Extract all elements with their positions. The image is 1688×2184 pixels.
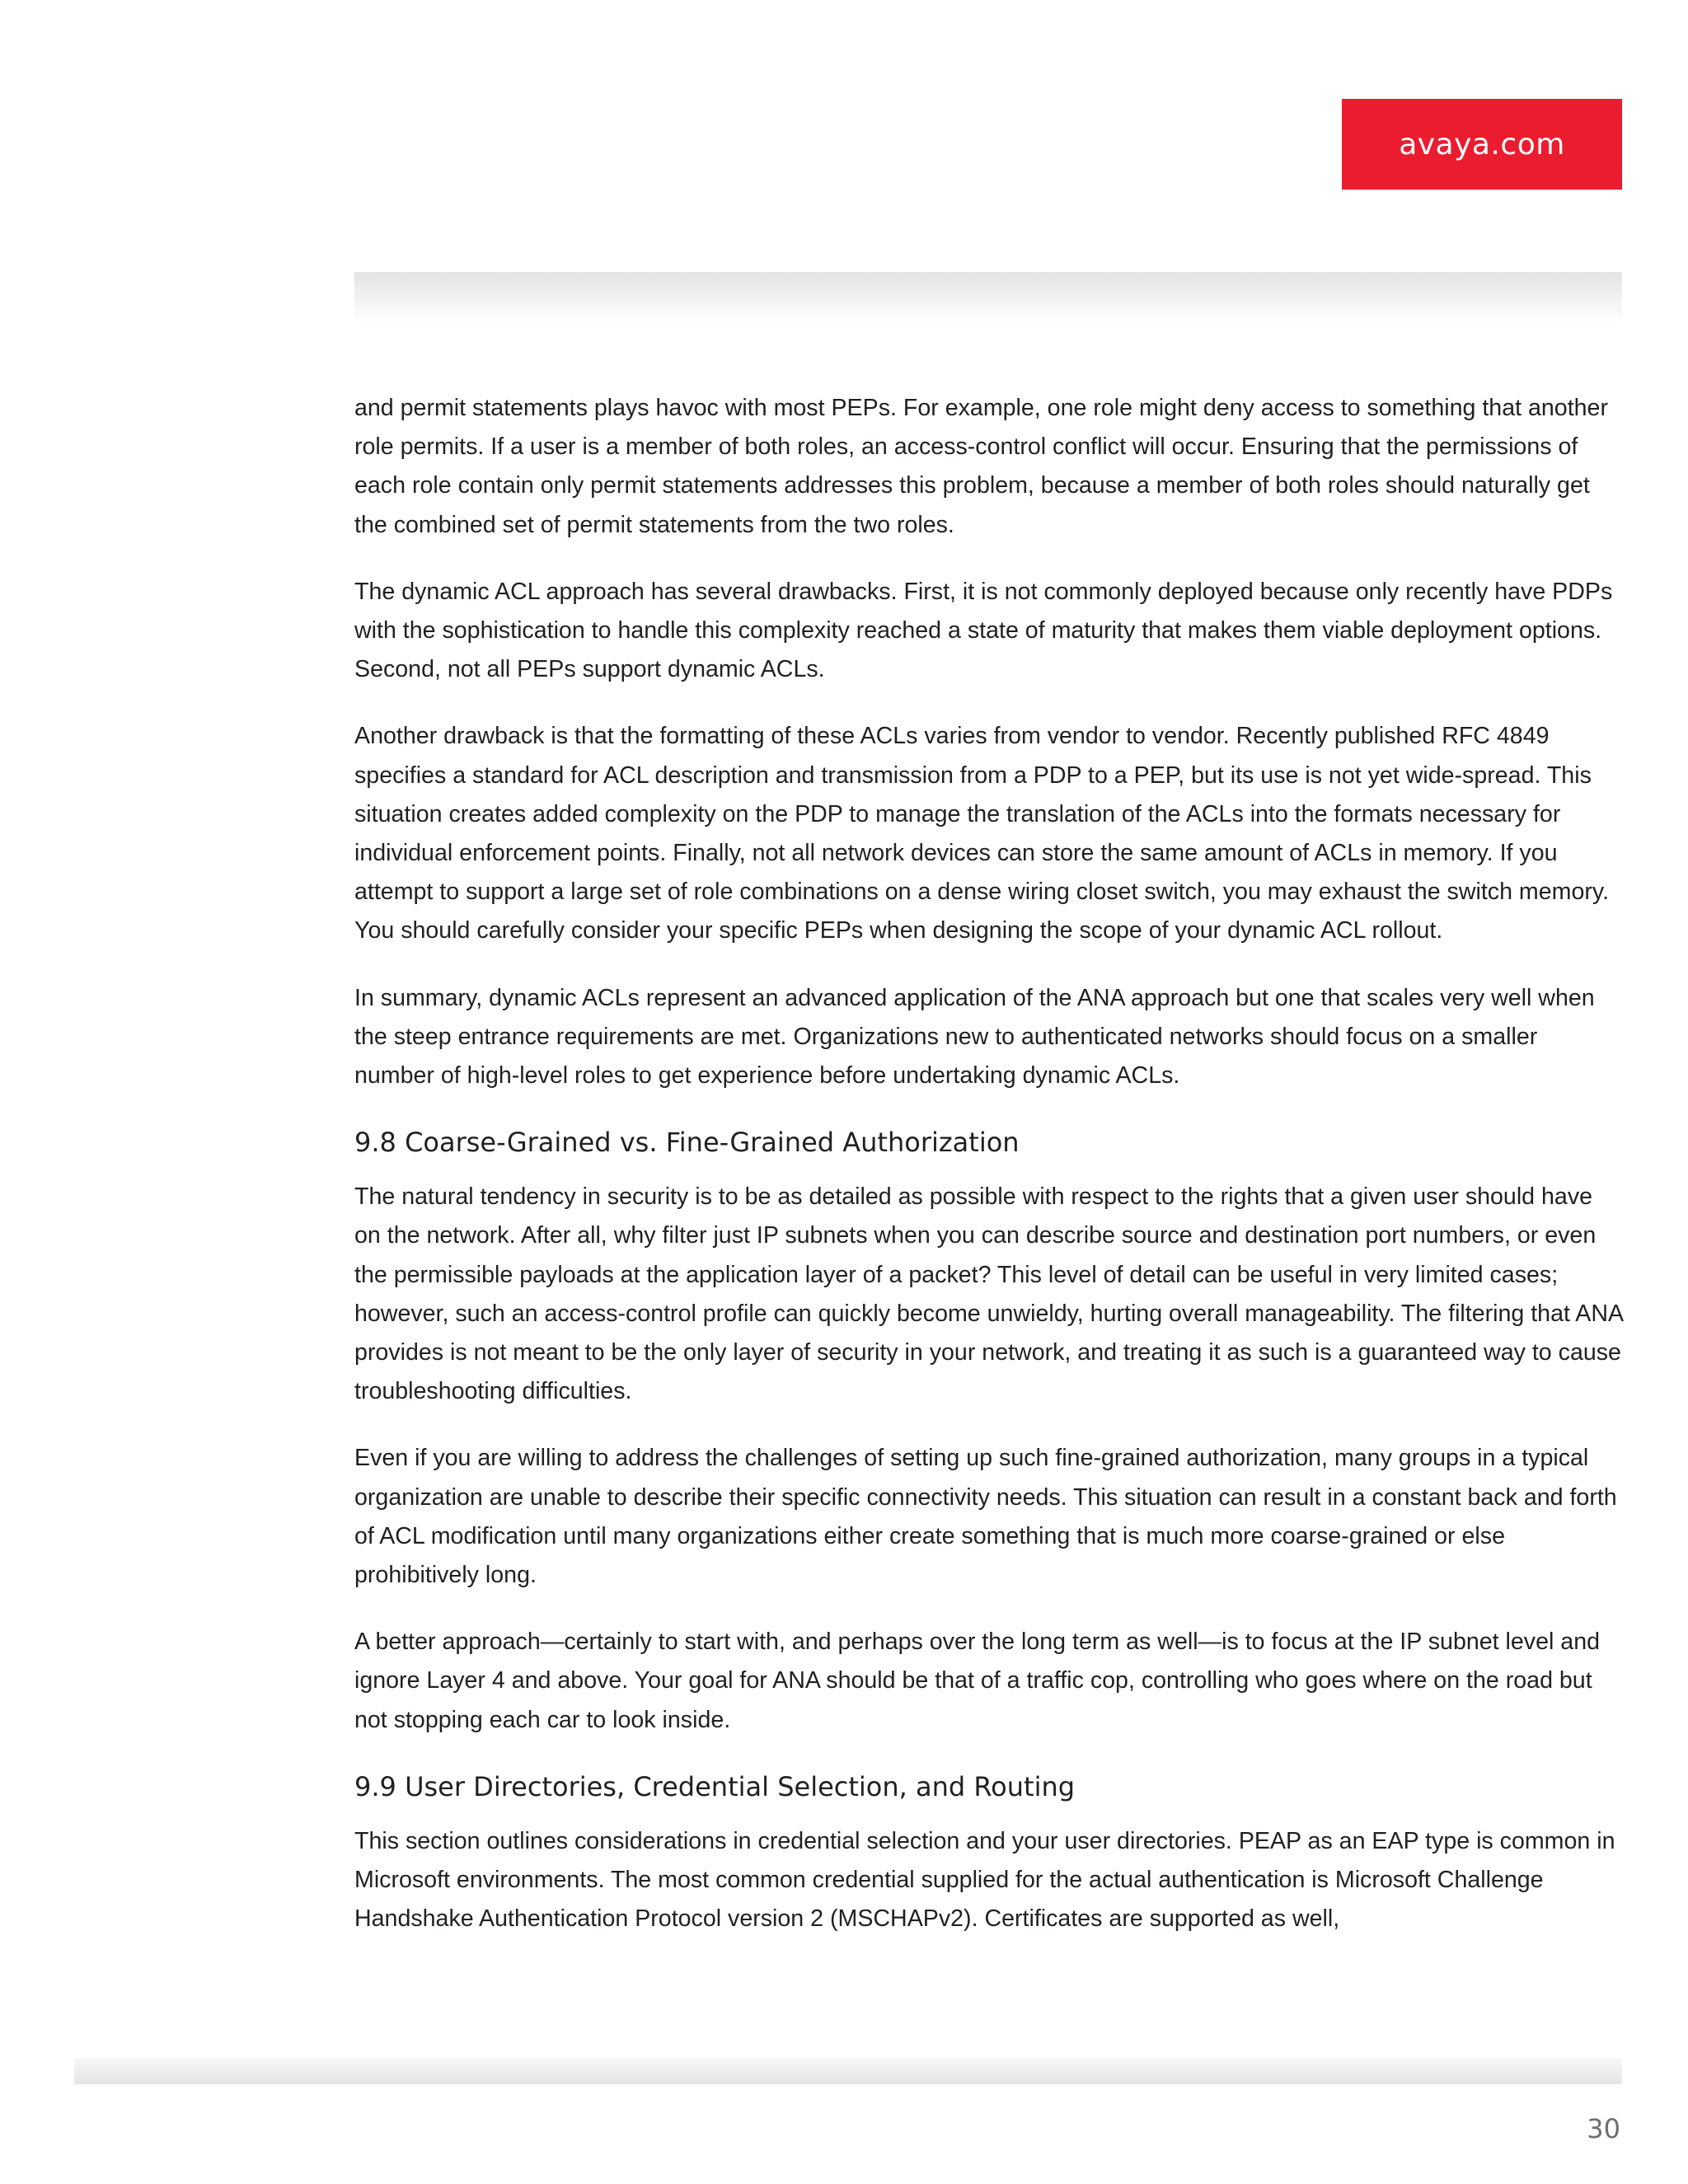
section-heading-9-9: 9.9 User Directories, Credential Selection, and Routing	[354, 1770, 1076, 1802]
page-number: 30	[1587, 2113, 1620, 2144]
body-paragraph: Another drawback is that the formatting of these ACLs varies from vendor to vendor. Recently published RFC 4849 specifies a standard for ACL description and transmission from a PDP to a PEP, but its use is not yet wide-spread. This situation creates added complexity on the PDP to manage the translation of the ACLs into the formats necessary for individual enforcement points. Finally, not all network devices can store the same amount of ACLs in memory. If you attempt to support a large set of role combinations on a dense wiring closet switch, you may exhaust the switch memory. You should carefully consider your specific PEPs when designing the scope of your dynamic ACL rollout.	[354, 723, 1610, 944]
body-paragraph: Even if you are willing to address the challenges of setting up such fine-grained authorization, many groups in a typical organization are unable to describe their specific connectivity needs. This situation can result in a constant back and forth of ACL modification until many organizations either create something that is much more coarse-grained or else prohibitively long.	[354, 1445, 1617, 1589]
brand-label: avaya.com	[1399, 127, 1565, 162]
body-paragraph: A better approach—certainly to start with, and perhaps over the long term as well—is to focus at the IP subnet level and ignore Layer 4 and above. Your goal for ANA should be that of a traffic cop, controlling who goes where on the road but not stopping each car to look inside.	[354, 1629, 1601, 1733]
body-paragraph: and permit statements plays havoc with most PEPs. For example, one role might deny access to something that another role permits. If a user is a member of both roles, an access-control conflict will occur. Ensuring that the permissions of each role contain only permit statements addresses this problem, because a member of both roles should naturally get the combined set of permit statements from the two roles.	[354, 395, 1608, 538]
body-paragraph: The dynamic ACL approach has several drawbacks. First, it is not commonly deployed because only recently have PDPs with the sophistication to handle this complexity reached a state of maturity that makes them viable deployment options. Second, not all PEPs support dynamic ACLs.	[354, 578, 1613, 683]
header-gradient-bar	[354, 272, 1622, 323]
page-content	[354, 389, 1624, 1967]
section-heading-9-8: 9.8 Coarse-Grained vs. Fine-Grained Authorization	[354, 1127, 1020, 1159]
body-paragraph: In summary, dynamic ACLs represent an advanced application of the ANA approach but one that scales very well when the steep entrance requirements are met. Organizations new to authenticated networks should focus on a smaller number of high-level roles to get experience before undertaking dynamic ACLs.	[354, 984, 1595, 1090]
brand-tab[interactable]	[1342, 99, 1622, 190]
body-paragraph: This section outlines considerations in credential selection and your user directories. PEAP as an EAP type is common in Microsoft environments. The most common credential supplied for the actual authentication is Microsoft Challenge Handshake Authentication Protocol version 2 (MSCHAPv2). Certificates are supported as well,	[354, 1827, 1615, 1933]
body-paragraph: The natural tendency in security is to be as detailed as possible with respect to the rights that a given user should have on the network. After all, why filter just IP subnets when you can describe source and destination port numbers, or even the permissible payloads at the application layer of a packet? This level of detail can be useful in very limited cases; however, such an access-control profile can quickly become unwieldy, hurting overall manageability. The filtering that ANA provides is not meant to be the only layer of security in your network, and treating it as such is a guaranteed way to cause troubleshooting difficulties.	[354, 1183, 1623, 1405]
footer-gradient-bar	[74, 2058, 1622, 2084]
